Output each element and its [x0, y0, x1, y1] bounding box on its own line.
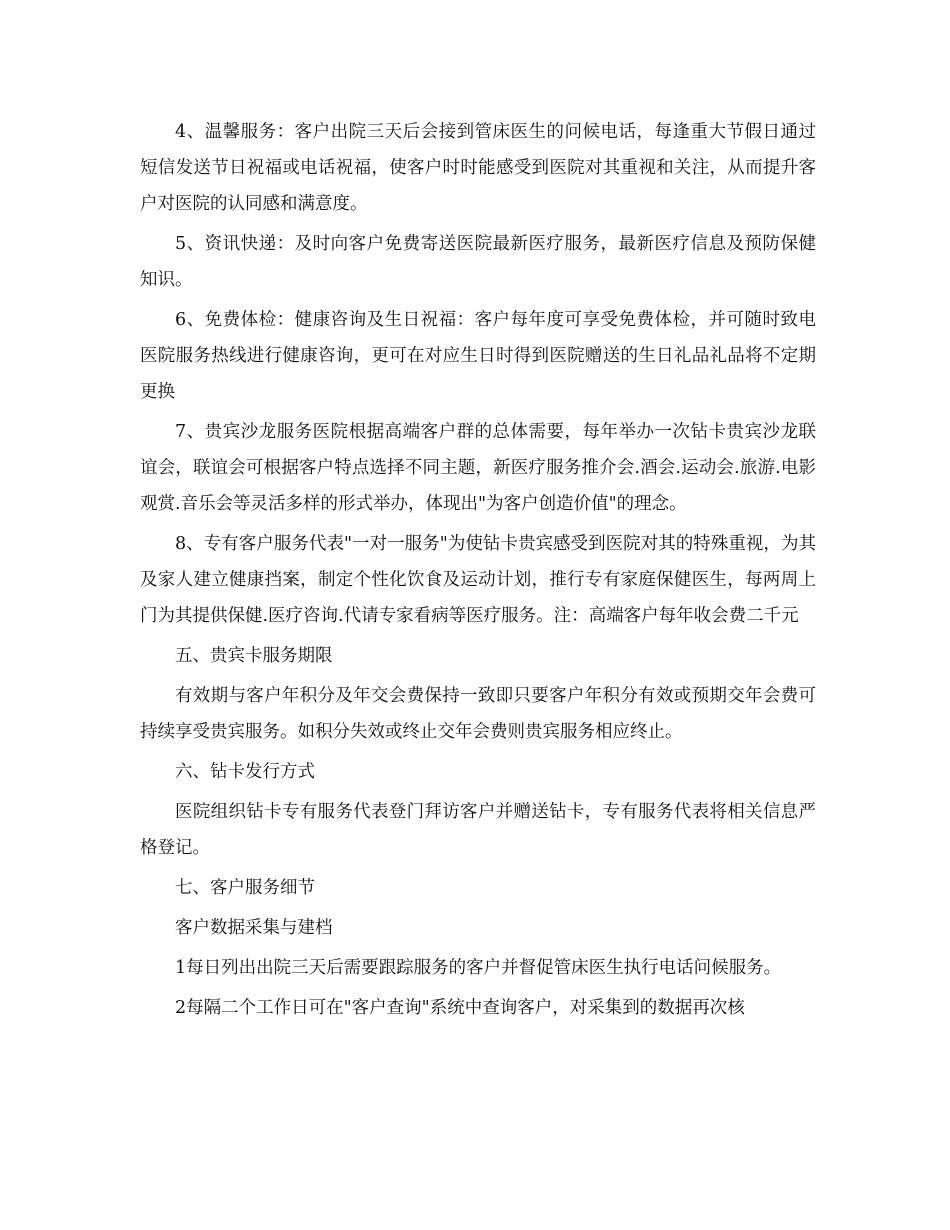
paragraph-warm-service: 4、温馨服务：客户出院三天后会接到管床医生的问候电话，每逢重大节假日通过短信发送节日祝福或电话祝福，使客户时时能感受到医院对其重视和关注，从而提升客户对医院的认同感和满意度。 [140, 122, 816, 214]
paragraph-news-express: 5、资讯快递：及时向客户免费寄送医院最新医疗服务，最新医疗信息及预防保健知识。 [140, 234, 816, 290]
paragraph-card-term: 有效期与客户年积分及年交会费保持一致即只要客户年积分有效或预期交年会费可持续享受贵宾服务。如积分失效或终止交年会费则贵宾服务相应终止。 [140, 686, 816, 742]
paragraph-item-1: 1每日列出出院三天后需要跟踪服务的客户并督促管床医生执行电话问候服务。 [175, 958, 782, 978]
paragraph-card-issuance: 医院组织钻卡专有服务代表登门拜访客户并赠送钻卡，专有服务代表将相关信息严格登记。 [140, 802, 816, 858]
document-body [140, 114, 816, 1030]
heading-service-details: 七、客户服务细节 [175, 878, 315, 898]
paragraph-dedicated-rep: 8、专有客户服务代表"一对一服务"为使钻卡贵宾感受到医院对其的特殊重视，为其及家人建立健康挡案，制定个性化饮食及运动计划，推行专有家庭保健医生，每两周上门为其提供保健.医疗咨询.代请专家看病等医疗服务。注：高端客户每年收会费二千元 [140, 534, 816, 626]
paragraph-item-2: 2每隔二个工作日可在"客户查询"系统中查询客户，对采集到的数据再次核 [175, 998, 745, 1018]
paragraph-free-checkup: 6、免费体检：健康咨询及生日祝福：客户每年度可享受免费体检，并可随时致电医院服务热线进行健康咨询，更可在对应生日时得到医院赠送的生日礼品礼品将不定期更换 [140, 310, 816, 402]
heading-card-term: 五、贵宾卡服务期限 [175, 646, 333, 666]
paragraph-vip-salon: 7、贵宾沙龙服务医院根据高端客户群的总体需要，每年举办一次钻卡贵宾沙龙联谊会，联谊会可根据客户特点选择不同主题，新医疗服务推介会.酒会.运动会.旅游.电影观赏.音乐会等灵活多样的形式举办，体现出"为客户创造价值"的理念。 [140, 422, 816, 514]
heading-card-issuance: 六、钻卡发行方式 [175, 762, 315, 782]
subheading-data-collection: 客户数据采集与建档 [175, 918, 333, 938]
